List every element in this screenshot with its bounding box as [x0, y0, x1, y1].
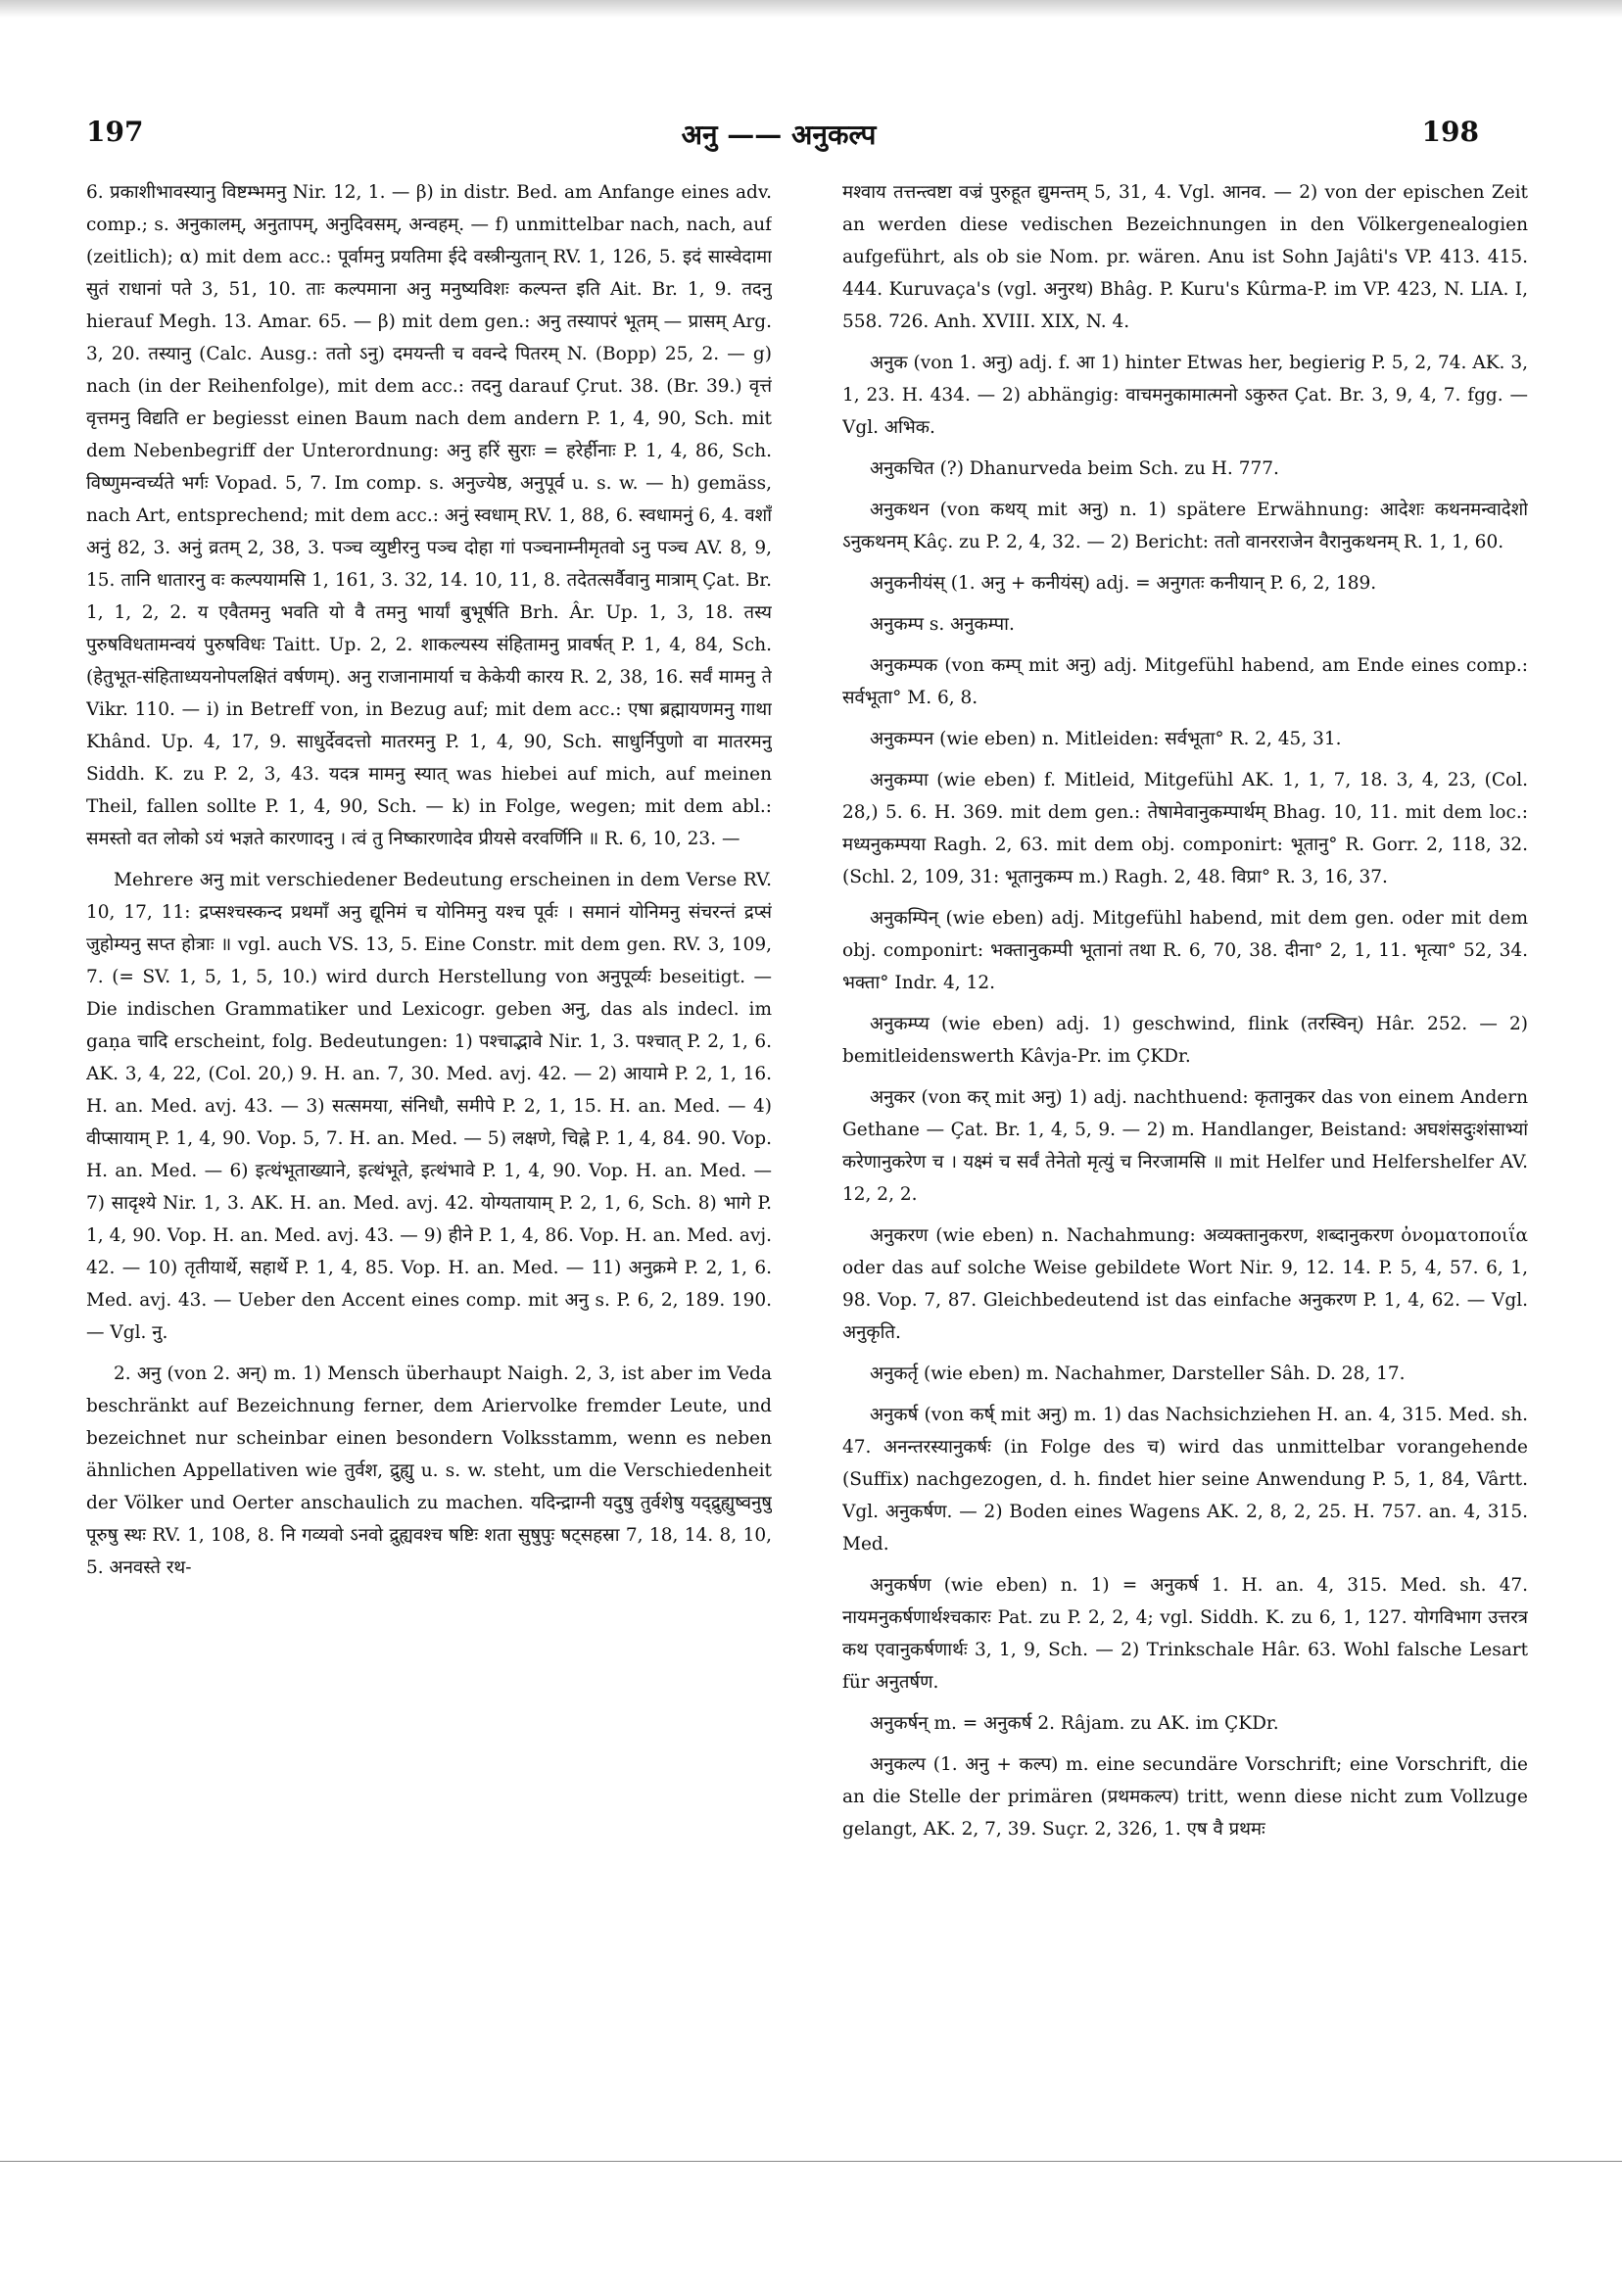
- scan-edge-noise: [0, 0, 1622, 18]
- dictionary-entry: अनुकम्प s. अनुकम्पा.: [870, 614, 1015, 635]
- dictionary-entry: अनुकर्षन् m. = अनुकर्ष 2. Râjam. zu AK. im ÇKDr.: [870, 1713, 1279, 1734]
- running-title: अनु —— अनुकल्प: [681, 119, 877, 151]
- dictionary-entry: अनुकनीयंस् (1. अनु + कनीयंस्) adj. = अनुगतः कनीयान् P. 6, 2, 189.: [870, 573, 1377, 594]
- dictionary-entry: अनुकम्प्य (wie eben) adj. 1) geschwind, flink (तरस्विन्) Hâr. 252. — 2) bemitleidenswerth Kâvja-Pr. im ÇKDr.: [842, 1014, 1528, 1067]
- dictionary-entry: अनुकम्पन (wie eben) n. Mitleiden: सर्वभूता° R. 2, 45, 31.: [870, 729, 1342, 749]
- dictionary-entry: अनुकम्पिन् (wie eben) adj. Mitgefühl habend, mit dem gen. oder mit dem obj. componirt: भक्तानुकम्पी भूतानां तथा R. 6, 70, 38. दीना° 2, 1, 11. भृत्या° 52, 34. भक्ता° Indr. 4, 12.: [842, 908, 1528, 993]
- page-number-left: 197: [86, 116, 144, 148]
- dictionary-entry: अनुकथन (von कथय् mit अनु) n. 1) spätere Erwähnung: आदेशः कथनमन्वादेशो ऽनुकथनम् Kâç. zu P. 2, 4, 32. — 2) Bericht: ततो वानरराजेन वैरानुकथनम् R. 1, 1, 60.: [842, 500, 1528, 552]
- page-number-right: 198: [1421, 116, 1479, 148]
- dictionary-entry: अनुकर्तृ (wie eben) m. Nachahmer, Darsteller Sâh. D. 28, 17.: [870, 1363, 1406, 1384]
- dictionary-entry: अनुक (von 1. अनु) adj. f. आ 1) hinter Etwas her, begierig P. 5, 2, 74. AK. 3, 1, 23. H. 434. — 2) abhängig: वाचमनुकामात्मनो ऽकुरुत Çat. Br. 3, 9, 4, 7. fgg. — Vgl. अभिक.: [842, 353, 1528, 438]
- page-header: [78, 116, 1479, 165]
- left-column: [86, 176, 772, 2037]
- entry-paragraph: Mehrere अनु mit verschiedener Bedeutung erscheinen in dem Verse RV. 10, 17, 11: द्रप्सश्चस्कन्द प्रथमाँ अनु द्यूनिमं च योनिमनु यश्च पूर्वः । समानं योनिमनु संचरन्तं द्रप्सं जुहोम्यनु सप्त होत्राः ॥ vgl. auch VS. 13, 5. Eine Constr. mit dem gen. RV. 3, 109, 7. (= SV. 1, 5, 1, 5, 10.) wird durch Herstellung von अनुपूर्व्यः beseitigt. — Die indischen Grammatiker und Lexicogr. geben अनु, das als indecl. im gaṇa चादि erscheint, folg. Bedeutungen: 1) पश्चाद्भावे Nir. 1, 3. पश्चात् P. 2, 1, 6. AK. 3, 4, 22, (Col. 20,) 9. H. an. 7, 30. Med. avj. 42. — 2) आयामे P. 2, 1, 16. H. an. Med. avj. 43. — 3) सत्समया, संनिधौ, समीपे P. 2, 1, 15. H. an. Med. — 4) वीप्सायाम् P. 1, 4, 90. Vop. 5, 7. H. an. Med. — 5) लक्षणे, चिह्ने P. 1, 4, 84. 90. Vop. H. an. Med. — 6) इत्थंभूताख्याने, इत्थंभूते, इत्थंभावे P. 1, 4, 90. Vop. H. an. Med. — 7) सादृश्ये Nir. 1, 3. AK. H. an. Med. avj. 42. योग्यतायाम् P. 2, 1, 6, Sch. 8) भागे P. 1, 4, 90. Vop. H. an. Med. avj. 43. — 9) हीने P. 1, 4, 86. Vop. H. an. Med. avj. 42. — 10) तृतीयार्थे, सहार्थे P. 1, 4, 85. Vop. H. an. Med. — 11) अनुक्रमे P. 2, 1, 6. Med. avj. 43. — Ueber den Accent eines comp. mit अनु s. P. 6, 2, 189. 190. — Vgl. नु.: [86, 870, 772, 1343]
- dictionary-entry: अनुकर्ष (von कर्ष् mit अनु) m. 1) das Nachsichziehen H. an. 4, 315. Med. sh. 47. अनन्तरस्यानुकर्षः (in Folge des च) wird das unmittelbar vorangehende (Suffix) nachgezogen, d. h. findet hier seine Anwendung P. 5, 1, 84, Vârtt. Vgl. अनुकर्षण. — 2) Boden eines Wagens AK. 2, 8, 2, 25. H. 757. an. 4, 315. Med.: [842, 1405, 1528, 1555]
- entry-paragraph: 6. प्रकाशीभावस्यानु विष्टम्भमनु Nir. 12, 1. — β) in distr. Bed. am Anfange eines adv. comp.; s. अनुकालम्, अनुतापम्, अनुदिवसम्, अन्वहम्. — f) unmittelbar nach, nach, auf (zeitlich); α) mit dem acc.: पूर्वामनु प्रयतिमा ईदे वस्त्रीन्युतान् RV. 1, 126, 5. इदं सास्वेदामा सुतं राधानां पते 3, 51, 10. ताः कल्पमाना अनु मनुष्यविशः कल्पन्त इति Ait. Br. 1, 9. तदनु hierauf Megh. 13. Amar. 65. — β) mit dem gen.: अनु तस्यापरं भूतम् — प्रासम् Arg. 3, 20. तस्यानु (Calc. Ausg.: ततो ऽनु) दमयन्ती च ववन्दे पितरम् N. (Bopp) 25, 2. — g) nach (in der Reihenfolge), mit dem acc.: तदनु darauf Çrut. 38. (Br. 39.) वृत्तं वृत्तमनु विद्यति er begiesst einen Baum nach dem andern P. 1, 4, 90, Sch. mit dem Nebenbegriff der Unterordnung: अनु हरिं सुराः = हरेर्हीनाः P. 1, 4, 86, Sch. विष्णुमन्वर्च्यते भर्गः Vopad. 5, 7. Im comp. s. अनुज्येष्ठ, अनुपूर्व u. s. w. — h) gemäss, nach Art, entsprechend; mit dem acc.: अनुं स्वधाम् RV. 1, 88, 6. स्वधामनुं 6, 4. वशाँ अनुं 82, 3. अनुं व्रतम् 2, 38, 3. पञ्च व्युष्टीरनु पञ्च दोहा गां पञ्चनाम्नीमृतवो ऽनु पञ्च AV. 8, 9, 15. तानि धातारनु वः कल्पयामसि 1, 161, 3. 32, 14. 10, 11, 8. तदेतत्सर्वैवानु मात्राम् Çat. Br. 1, 1, 2, 2. य एवैतमनु भवति यो वै तमनु भार्यां बुभूर्षति Brh. Âr. Up. 1, 3, 18. तस्य पुरुषविधतामन्वयं पुरुषविधः Taitt. Up. 2, 2. शाकल्यस्य संहितामनु प्रावर्षत् P. 1, 4, 84, Sch. (हेतुभूत-संहिताध्ययनोपलक्षितं वर्षणम्). अनु राजानामार्या च केकेयी कारय R. 2, 38, 16. सर्वं मामनु ते Vikr. 110. — i) in Betreff von, in Bezug auf; mit dem acc.: एषा ब्रह्मायणमनु गाथा Khând. Up. 4, 17, 9. साधुर्देवदत्तो मातरमनु P. 1, 4, 90, Sch. साधुर्निपुणो वा मातरमनु Siddh. K. zu P. 2, 3, 43. यदत्र मामनु स्यात् was hiebei auf mich, auf meinen Theil, fallen sollte P. 1, 4, 90, Sch. — k) in Folge, wegen; mit dem abl.: समस्तो वत लोको ऽयं भज्ञते कारणादनु । त्वं तु निष्कारणादेव प्रीयसे वरवर्णिनि ॥ R. 6, 10, 23. —: [86, 182, 772, 849]
- entry-paragraph: मश्वाय तत्तन्त्वष्टा वज्रं पुरुहूत द्युमन्तम् 5, 31, 4. Vgl. आनव. — 2) von der epischen Zeit an werden diese vedischen Bezeichnungen in den Völkergenealogien aufgeführt, als ob sie Nom. pr. wären. Anu ist Sohn Jajâti's VP. 413. 415. 444. Kuruvaça's (vgl. अनुरथ) Bhâg. P. Kuru's Kûrma-P. im VP. 423, N. LIA. I, 558. 726. Anh. XVIII. XIX, N. 4.: [842, 182, 1528, 332]
- dictionary-entry: अनुकचित (?) Dhanurveda beim Sch. zu H. 777.: [870, 458, 1279, 479]
- dictionary-entry: अनुकर (von कर् mit अनु) 1) adj. nachthuend: कृतानुकर das von einem Andern Gethane — Çat. Br. 1, 4, 5, 9. — 2) m. Handlanger, Beistand: अघशंसदुःशंसाभ्यां करेणानुकरेण च । यक्ष्मं च सर्वं तेनेतो मृत्युं च निरजामसि ॥ mit Helfer und Helfershelfer AV. 12, 2, 2.: [842, 1087, 1528, 1205]
- dictionary-entry: अनुकम्पा (wie eben) f. Mitleid, Mitgefühl AK. 1, 1, 7, 18. 3, 4, 23, (Col. 28,) 5. 6. H. 369. mit dem gen.: तेषामेवानुकम्पार्थम् Bhag. 10, 11. mit dem loc.: मध्यनुकम्पया Ragh. 2, 63. mit dem obj. componirt: भूतानु° R. Gorr. 2, 118, 32. (Schl. 2, 109, 31: भूतानुकम्प m.) Ragh. 2, 48. विप्रा° R. 3, 16, 37.: [842, 770, 1528, 887]
- entry-paragraph: 2. अनु (von 2. अन्) m. 1) Mensch überhaupt Naigh. 2, 3, ist aber im Veda beschränkt auf Bezeichnung ferner, dem Ariervolke fremder Leute, und bezeichnet nur scheinbar einen besondern Volksstamm, wenn es neben ähnlichen Appellativen wie तुर्वश, द्रुह्यु u. s. w. steht, um die Verschiedenheit der Völker und Oerter anschaulich zu machen. यदिन्द्राग्नी यदुषु तुर्वशेषु यद्द्रुह्युष्वनुषु पूरुषु स्थः RV. 1, 108, 8. नि गव्यवो ऽनवो द्रुह्यवश्च षष्टिः शता सुषुपुः षट्सहस्रा 7, 18, 14. 8, 10, 5. अनवस्ते रथ-: [86, 1363, 772, 1578]
- dictionary-entry: अनुकल्प (1. अनु + कल्प) m. eine secundäre Vorschrift; eine Vorschrift, die an die Stelle der primären (प्रथमकल्प) tritt, wenn diese nicht zum Vollzuge gelangt, AK. 2, 7, 39. Suçr. 2, 326, 1. एष वै प्रथमः: [842, 1754, 1528, 1840]
- dictionary-entry: अनुकरण (wie eben) n. Nachahmung: अव्यक्तानुकरण, शब्दानुकरण ὀνοματοποιΐα oder das auf solche Weise gebildete Wort Nir. 9, 12. 14. P. 5, 4, 57. 6, 1, 98. Vop. 7, 87. Gleichbedeutend ist das einfache अनुकरण P. 1, 4, 62. — Vgl. अनुकृति.: [842, 1225, 1528, 1343]
- dictionary-entry: अनुकर्षण (wie eben) n. 1) = अनुकर्ष 1. H. an. 4, 315. Med. sh. 47. नायमनुकर्षणार्थश्चकारः Pat. zu P. 2, 2, 4; vgl. Siddh. K. zu 6, 1, 127. योगविभाग उत्तरत्र कथ एवानुकर्षणार्थः 3, 1, 9, Sch. — 2) Trinkschale Hâr. 63. Wohl falsche Lesart für अनुतर्षण.: [842, 1575, 1528, 1693]
- bottom-rule: [0, 2161, 1622, 2162]
- right-column: [842, 176, 1528, 2037]
- dictionary-entry: अनुकम्पक (von कम्प् mit अनु) adj. Mitgefühl habend, am Ende eines comp.: सर्वभूता° M. 6, 8.: [842, 655, 1528, 708]
